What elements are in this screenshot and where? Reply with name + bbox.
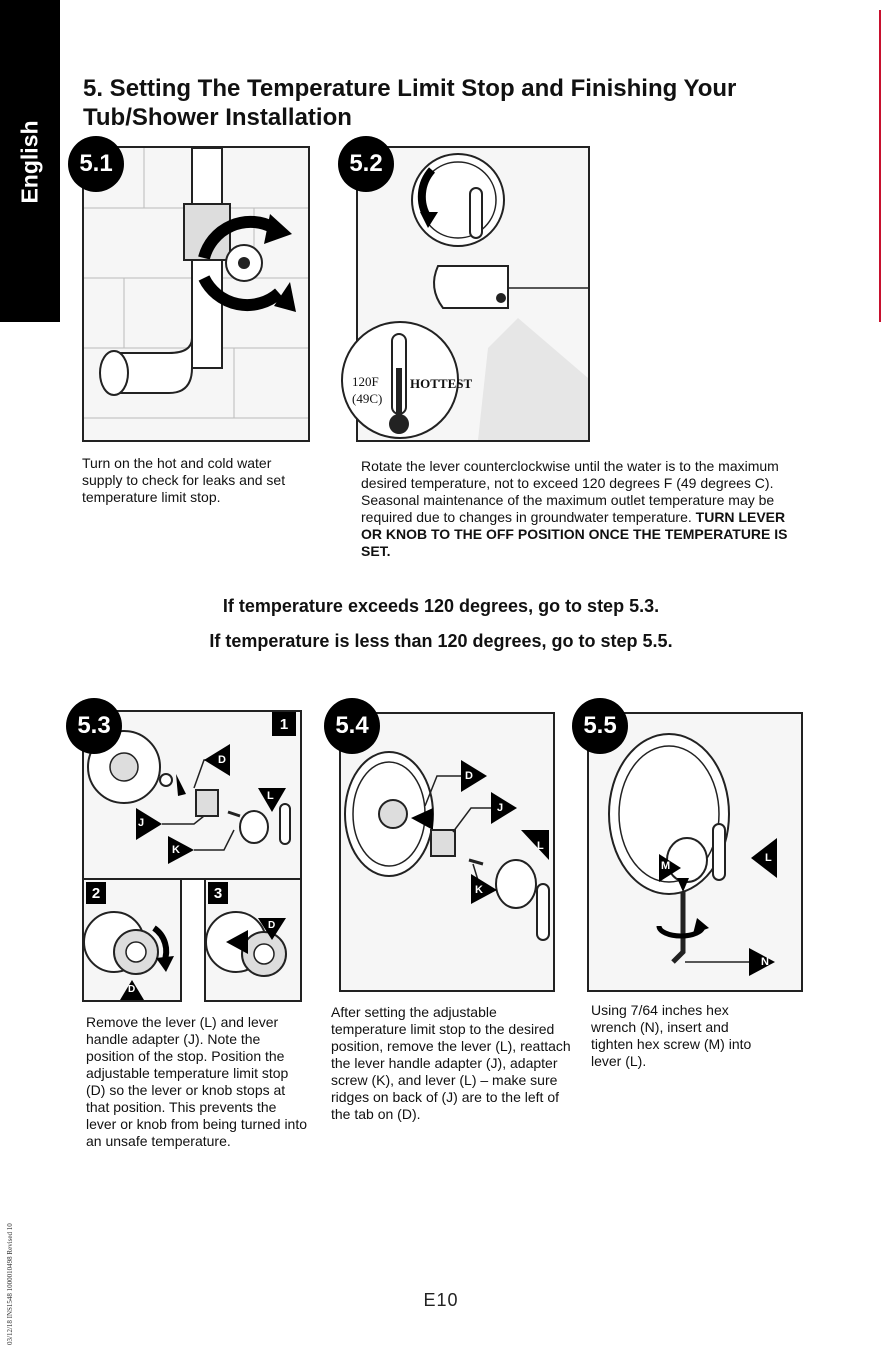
language-tab [0,0,60,322]
section-title: 5. Setting The Temperature Limit Stop and Finishing Your Tub/Shower Installation [83,75,737,131]
figure-5-2 [352,146,590,442]
label-d: D [465,770,473,782]
figure-5-1 [82,146,310,442]
branch-instruction-2: If temperature is less than 120 degrees, go to step 5.5. [209,631,673,651]
caption-5-1: Turn on the hot and cold water supply to check for leaks and set temperature limit stop. [82,455,286,505]
caption-5-4: After setting the adjustable temperature limit stop to the desired position, remove the lever (L), reattach the lever handle adapter (J), adapter screw (K), and lever (L) – make sure ridges on back of (J) are to the left of the tab on (D). [331,1004,571,1122]
label-l: L [765,852,772,864]
label-j: J [497,802,504,814]
figure-5-5 [587,712,803,992]
thermometer-hottest-label: HOTTEST [410,376,473,391]
thermometer-fahrenheit-label: 120F [352,374,379,389]
caption-5-2-text: Rotate the lever counterclockwise until the water is to the maximum desired temperature, not to exceed 120 degrees F (49 degrees C). Seasonal maintenance of the maximum outlet temperature may be required due to changes in groundwater temperature. [361,458,779,525]
substep-tag-1: 1 [272,712,296,736]
step-badge-5-3: 5.3 [66,698,122,754]
reassembly-illustration [341,714,553,990]
figure-5-4 [339,712,555,992]
caption-5-5: Using 7/64 inches hex wrench (N), insert and tighten hex screw (M) into lever (L). [591,1002,752,1069]
document-code: 03/12/18 INS1548 1000010498 Revised 10 [6,1223,14,1345]
step-badge-5-2: 5.2 [338,136,394,192]
language-label: English [16,120,43,204]
label-j: J [138,817,145,829]
margin-rule [879,10,881,322]
label-l: L [537,840,544,852]
page-number: E10 [423,1290,459,1310]
label-k: K [172,844,180,856]
label-m: M [661,860,671,872]
label-d: D [128,984,136,995]
pipe-illustration [84,148,308,440]
step-badge-5-5: 5.5 [572,698,628,754]
step-badge-5-1: 5.1 [68,136,124,192]
thermometer-celsius-label: (49C) [352,391,383,406]
label-d: D [218,754,226,766]
substep-tag-2: 2 [86,882,106,904]
caption-5-3: Remove the lever (L) and lever handle adapter (J). Note the position of the stop. Position the adjustable temperature limit stop (D) so the lever or knob stops at that position. This prevents the lever or knob from being turned into an unsafe temperature. [86,1014,308,1149]
caption-5-2 [361,458,803,560]
label-n: N [761,956,769,968]
substep-tag-3: 3 [208,882,228,904]
label-d: D [268,920,276,931]
branch-instruction-1: If temperature exceeds 120 degrees, go to step 5.3. [222,596,660,616]
label-k: K [475,884,483,896]
tub-spout-illustration [358,148,588,440]
caption-5-2-warning: TURN LEVER OR KNOB TO THE OFF POSITION ONCE THE TEMPERATURE IS SET. [361,509,788,559]
step-badge-5-4: 5.4 [324,698,380,754]
label-l: L [267,790,274,802]
